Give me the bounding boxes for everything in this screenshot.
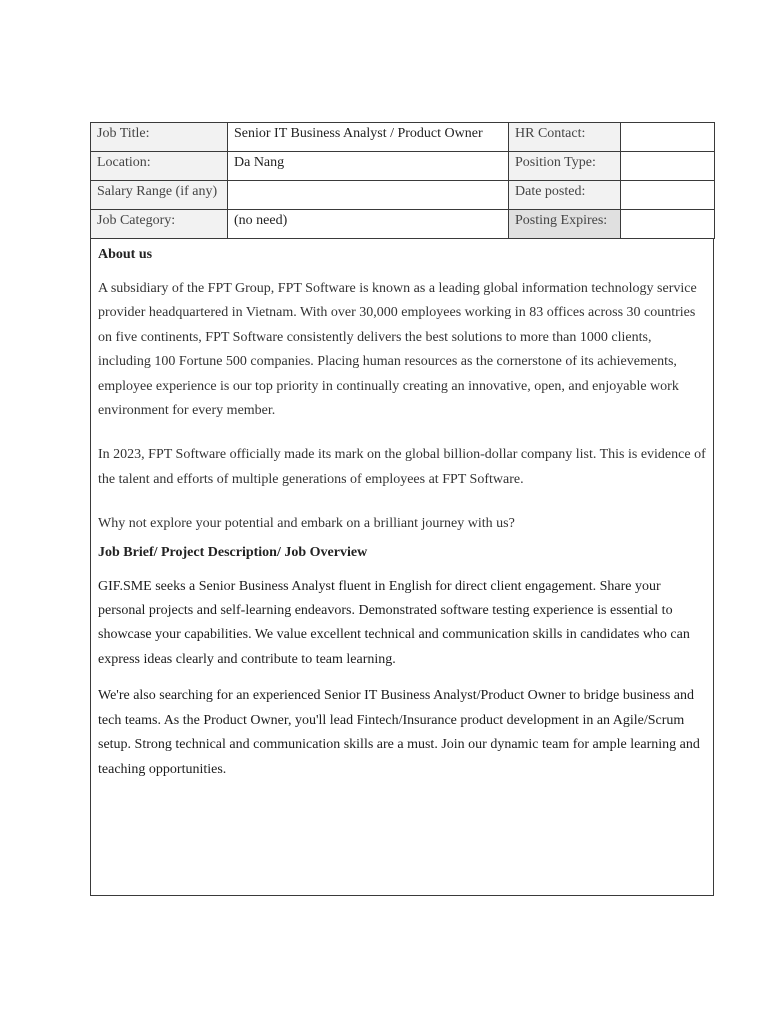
job-brief-paragraph-2: We're also searching for an experienced Senior IT Business Analyst/Product Owner to bridge business and tech teams. As the Product Owner, you'll lead Fintech/Insurance product development in an Agile/Scrum setup. Strong technical and communication skills are a must. Join our dynamic team for ample learning and teaching opportunities. xyxy=(98,688,700,777)
about-us-heading: About us xyxy=(98,247,153,262)
date-posted-value xyxy=(621,181,715,210)
salary-range-value xyxy=(228,181,509,210)
table-row xyxy=(91,181,715,210)
posting-expires-label: Posting Expires: xyxy=(509,210,621,239)
job-title-label: Job Title: xyxy=(91,123,228,152)
about-paragraph-2: In 2023, FPT Software officially made its mark on the global billion-dollar company list. This is evidence of the talent and efforts of multiple generations of employees at FPT Software. xyxy=(98,447,706,487)
table-row xyxy=(91,152,715,181)
hr-contact-value xyxy=(621,123,715,152)
job-brief-paragraph-1: GIF.SME seeks a Senior Business Analyst fluent in English for direct client engagement. Share your personal projects and self-learning endeavors. Demonstrated software testing experience is essential to showcase your capabilities. We value excellent technical and communication skills in candidates who can express ideas clearly and contribute to team learning. xyxy=(98,578,690,667)
date-posted-label: Date posted: xyxy=(509,181,621,210)
table-row xyxy=(91,123,715,152)
about-paragraph-3: Why not explore your potential and embark on a brilliant journey with us? xyxy=(98,516,515,532)
position-type-label: Position Type: xyxy=(509,152,621,181)
position-type-value xyxy=(621,152,715,181)
location-value: Da Nang xyxy=(228,152,509,181)
job-title-value: Senior IT Business Analyst / Product Owner xyxy=(228,123,509,152)
salary-range-label: Salary Range (if any) xyxy=(91,181,228,210)
job-category-value: (no need) xyxy=(228,210,509,239)
job-brief-heading: Job Brief/ Project Description/ Job Overview xyxy=(98,544,368,560)
location-label: Location: xyxy=(91,152,228,181)
job-posting-document xyxy=(90,122,714,896)
job-category-label: Job Category: xyxy=(91,210,228,239)
posting-expires-value xyxy=(621,210,715,239)
job-description-box xyxy=(90,239,714,896)
about-paragraph-1: A subsidiary of the FPT Group, FPT Software is known as a leading global information technology service provider headquartered in Vietnam. With over 30,000 employees working in 83 offices across 30 countries on five continents, FPT Software consistently delivers the best solutions to more than 1000 clients, including 100 Fortune 500 companies. Placing human resources as the cornerstone of its achievements, employee experience is our top priority in continually creating an innovative, open, and enjoyable work environment for every member. xyxy=(98,281,697,419)
table-row xyxy=(91,210,715,239)
hr-contact-label: HR Contact: xyxy=(509,123,621,152)
job-details-table xyxy=(90,122,715,239)
